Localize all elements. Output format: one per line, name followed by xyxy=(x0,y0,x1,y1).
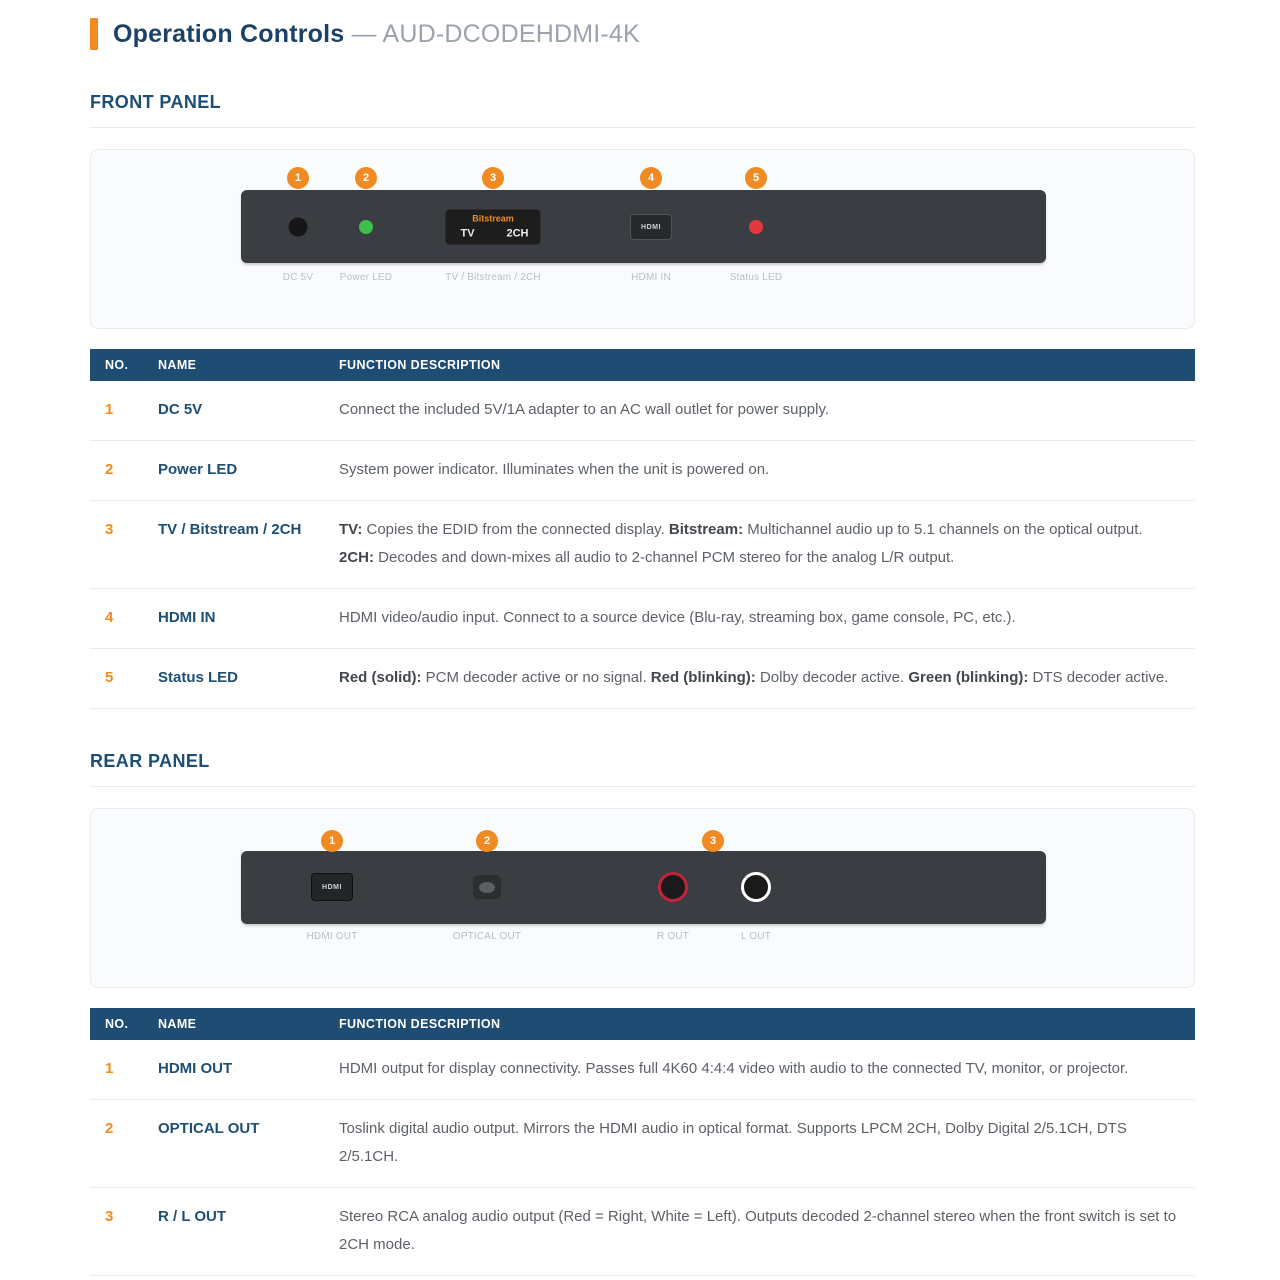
divider xyxy=(90,786,1195,787)
status-led xyxy=(749,220,763,234)
port-label: DC 5V xyxy=(282,272,314,283)
row-number: 2 xyxy=(105,1120,114,1137)
optical-out-port xyxy=(473,875,501,899)
column-header-description: FUNCTION DESCRIPTION xyxy=(339,358,501,372)
table-row xyxy=(90,589,1195,649)
row-number: 3 xyxy=(105,1208,114,1225)
rca-left-jack xyxy=(741,872,771,902)
front-panel-figure xyxy=(90,149,1195,329)
switch-right-label: 2CH xyxy=(506,227,529,240)
row-number: 4 xyxy=(105,609,114,626)
rear-panel-figure xyxy=(90,808,1195,988)
callout-badge: 2 xyxy=(476,830,498,852)
front-panel-heading: FRONT PANEL xyxy=(90,92,222,112)
port-label: Status LED xyxy=(729,272,783,283)
row-number: 2 xyxy=(105,461,114,478)
port-label: L OUT xyxy=(740,931,772,942)
accent-bar xyxy=(90,18,98,50)
divider xyxy=(90,127,1195,128)
table-row xyxy=(90,1188,1195,1276)
switch-left-label: TV xyxy=(460,227,475,240)
rear-panel-table xyxy=(90,1008,1195,1276)
page-title xyxy=(113,20,640,49)
row-number: 5 xyxy=(105,669,114,686)
callout-badge: 3 xyxy=(482,167,504,189)
optical-lens xyxy=(479,882,495,893)
device-chassis xyxy=(241,851,1046,924)
callout-badge: 3 xyxy=(702,830,724,852)
row-description: Toslink digital audio output. Mirrors the HDMI audio in optical format. Supports LPCM 2CH, Dolby Digital 2/5.1CH, DTS 2/5.1CH. xyxy=(339,1120,1127,1165)
dc-power-jack xyxy=(289,218,308,237)
port-label: OPTICAL OUT xyxy=(452,931,522,942)
port-label: HDMI IN xyxy=(631,272,671,283)
row-description: Connect the included 5V/1A adapter to an AC wall outlet for power supply. xyxy=(339,401,830,418)
row-description: System power indicator. Illuminates when the unit is powered on. xyxy=(339,461,770,478)
row-name: Status LED xyxy=(158,669,239,686)
row-name: TV / Bitstream / 2CH xyxy=(158,521,302,538)
rca-right-jack xyxy=(658,872,688,902)
page-header xyxy=(90,0,1195,50)
table-header xyxy=(90,349,1195,381)
table-row xyxy=(90,649,1195,709)
callout-badge: 1 xyxy=(287,167,309,189)
row-name: DC 5V xyxy=(158,401,203,418)
rear-panel-heading: REAR PANEL xyxy=(90,751,210,771)
callout-badge: 2 xyxy=(355,167,377,189)
port-label: Power LED xyxy=(339,272,393,283)
row-name: Power LED xyxy=(158,461,238,478)
table-row xyxy=(90,441,1195,501)
port-label: HDMI OUT xyxy=(306,931,358,942)
table-row xyxy=(90,1100,1195,1188)
row-name: OPTICAL OUT xyxy=(158,1120,260,1137)
page-title-text: Operation Controls xyxy=(113,19,345,48)
callout-badge: 4 xyxy=(640,167,662,189)
row-number: 3 xyxy=(105,521,114,538)
table-row xyxy=(90,501,1195,589)
column-header-description: FUNCTION DESCRIPTION xyxy=(339,1017,501,1031)
hdmi-out-port: HDMI xyxy=(311,873,353,901)
row-number: 1 xyxy=(105,1060,114,1077)
front-panel-table xyxy=(90,349,1195,709)
page-content xyxy=(90,0,1195,1276)
table-header xyxy=(90,1008,1195,1040)
port-label: TV / Bitstream / 2CH xyxy=(445,272,541,283)
column-header-no: NO. xyxy=(105,1017,129,1031)
mode-switch xyxy=(446,210,541,245)
row-description: Stereo RCA analog audio output (Red = Right, White = Left). Outputs decoded 2-channel stereo when the front switch is set to 2CH mode. xyxy=(339,1208,1177,1253)
column-header-no: NO. xyxy=(105,358,129,372)
hdmi-in-port: HDMI xyxy=(630,214,672,240)
row-name: R / L OUT xyxy=(158,1208,227,1225)
row-name: HDMI IN xyxy=(158,609,216,626)
row-description: HDMI video/audio input. Connect to a source device (Blu-ray, streaming box, game console, PC, etc.). xyxy=(339,609,1016,626)
column-header-name: NAME xyxy=(158,358,197,372)
row-description: HDMI output for display connectivity. Passes full 4K60 4:4:4 video with audio to the connected TV, monitor, or projector. xyxy=(339,1060,1129,1077)
rear-section xyxy=(90,751,1195,1276)
table-row xyxy=(90,1040,1195,1100)
row-number: 1 xyxy=(105,401,114,418)
row-description: TV: Copies the EDID from the connected display. Bitstream: Multichannel audio up to 5.1 channels on the optical output. 2CH: Decodes and down-mixes all audio to 2-channel PCM stereo for the analog L/R output. xyxy=(339,521,1143,566)
column-header-name: NAME xyxy=(158,1017,197,1031)
row-description: Red (solid): PCM decoder active or no signal. Red (blinking): Dolby decoder active. Green (blinking): DTS decoder active. xyxy=(339,669,1169,686)
switch-top-label: Bitstream xyxy=(472,213,514,224)
callout-badge: 1 xyxy=(321,830,343,852)
model-number: — AUD-DCODEHDMI-4K xyxy=(351,19,640,48)
power-led xyxy=(359,220,373,234)
port-label: R OUT xyxy=(656,931,690,942)
callout-badge: 5 xyxy=(745,167,767,189)
row-name: HDMI OUT xyxy=(158,1060,233,1077)
table-row xyxy=(90,381,1195,441)
